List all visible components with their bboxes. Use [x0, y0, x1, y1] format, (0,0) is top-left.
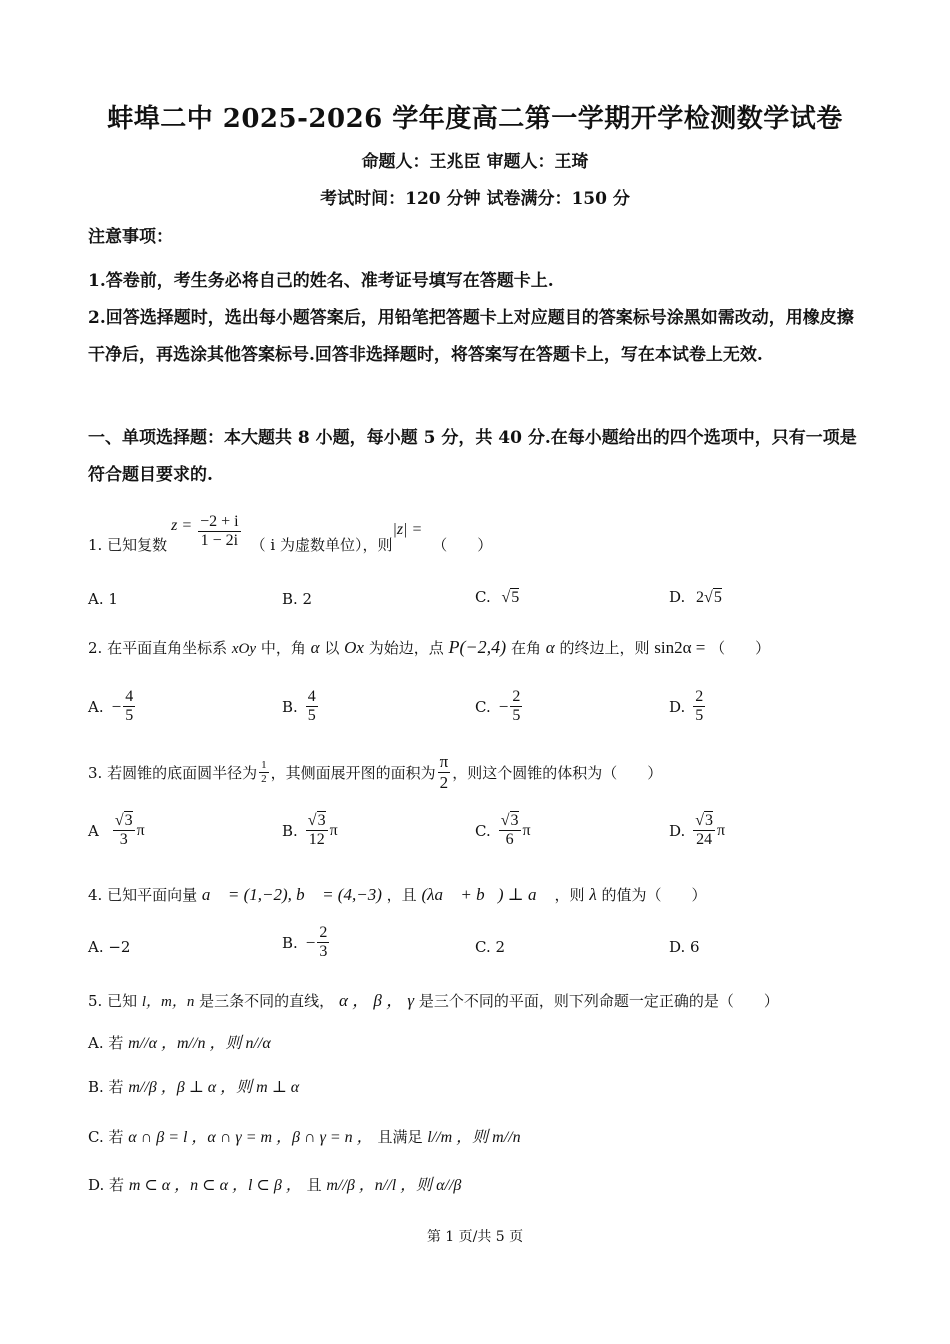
- page-footer: 第 1 页/共 5 页: [426, 1229, 524, 1245]
- q1-option-b: B. 2: [282, 590, 313, 608]
- q2-point: P(−2,4): [448, 637, 507, 657]
- q1-fraction-den: 1 − 2i: [200, 532, 239, 549]
- notes-heading: 注意事项：: [88, 227, 173, 247]
- q4-option-b: [282, 924, 331, 962]
- q2-p5: 在角: [510, 639, 541, 657]
- notes-item-2: 2.回答选择题时，选出每小题答案后，用铅笔把答题卡上对应题目的答案标号涂黑如需改动，用橡皮擦干净后，再选涂其他答案标号.回答非选择题时，将答案写在答题卡上，写在本试卷上无效.: [88, 308, 854, 365]
- q1-option-c-label: C.: [475, 588, 491, 606]
- q5-option-d: [88, 1172, 461, 1195]
- q1-mid: （ i 为虚数单位），则: [250, 536, 393, 554]
- q3-option-c: C. $\frac{√3}{6}$ π: [475, 812, 531, 849]
- q3-option-d-num: 3: [705, 812, 714, 829]
- q3-option-b-label: B.: [282, 821, 298, 840]
- question-1: [88, 510, 492, 555]
- q3-option-c-pi: π: [522, 821, 531, 839]
- q1-option-c: C. √5: [475, 588, 520, 606]
- notes-item-1: 1.答卷前，考生务必将自己的姓名、准考证号填写在答题卡上.: [88, 271, 554, 291]
- q3-p1: 3. 若圆锥的底面圆半径为: [88, 763, 258, 782]
- q5-p3: 是三个不同的平面，则下列命题一定正确的是（ ）: [418, 992, 779, 1010]
- q1-option-a: A. 1: [88, 590, 118, 608]
- q2-option-b: [282, 688, 320, 726]
- q4-option-c: C. 2: [475, 938, 506, 956]
- q3-p2: ，其侧面展开图的面积为: [270, 763, 436, 782]
- q2-option-c-label: C.: [475, 697, 491, 716]
- q2-p3: 以: [324, 639, 340, 657]
- q3-option-a: A $\frac{√3}{3}$ π: [88, 812, 145, 849]
- q2-paren: （ ）: [710, 639, 771, 657]
- q1-abs-z: |z| =: [392, 520, 423, 538]
- q2-option-d-den: 5: [695, 707, 704, 725]
- q3-area-den: 2: [439, 772, 449, 792]
- q1-option-c-val: 5: [511, 589, 520, 606]
- q2-p6: 的终边上，则: [559, 639, 650, 657]
- q5-option-c-label: C. 若: [88, 1128, 124, 1146]
- q5-option-c-body-2: l//m ，则 m//n: [427, 1129, 521, 1146]
- q1-z-eq: z =: [171, 516, 193, 534]
- q1-prefix: 1. 已知复数: [88, 536, 168, 554]
- question-3: [88, 752, 662, 792]
- q2-p1: 2. 在平面直角坐标系: [88, 639, 228, 657]
- q3-option-c-label: C.: [475, 821, 491, 840]
- q2-option-c: [475, 688, 524, 726]
- q5-option-b: [88, 1074, 299, 1097]
- q2-option-d-num: 2: [693, 688, 705, 707]
- q2-option-a-sign: −: [111, 696, 122, 716]
- q3-radius-den: 2: [261, 772, 267, 785]
- q4-condition: (λa⃗ + b⃗) ⊥ a⃗: [421, 885, 550, 904]
- q3-option-d-den: 24: [696, 831, 713, 849]
- q2-option-a: [88, 688, 137, 726]
- q5-option-b-label: B. 若: [88, 1078, 124, 1096]
- q5-option-c-tail: 且满足: [377, 1128, 423, 1146]
- q2-alpha-2: α: [545, 638, 555, 657]
- q2-ox: Ox: [344, 638, 364, 657]
- q3-option-c-num: 3: [510, 812, 519, 829]
- q2-option-b-label: B.: [282, 697, 298, 716]
- q5-option-d-tail: 且: [306, 1176, 322, 1194]
- q5-option-d-body-2: m//β ，n//l ，则 α//β: [326, 1177, 462, 1194]
- q5-option-c: [88, 1124, 521, 1147]
- q2-option-c-sign: −: [498, 696, 509, 716]
- q1-option-d-val: 5: [713, 589, 722, 606]
- q5-option-c-body: α ∩ β = l ，α ∩ γ = m ，β ∩ γ = n ，: [128, 1129, 373, 1146]
- q5-option-d-label: D. 若: [88, 1176, 125, 1194]
- q4-option-b-num: 2: [317, 924, 329, 943]
- q1-option-d-coef: 2: [696, 589, 705, 606]
- q2-option-b-num: 4: [306, 688, 318, 707]
- q3-option-d: D. $\frac{√3}{24}$ π: [669, 812, 726, 849]
- q3-p3: ，则这个圆锥的体积为（ ）: [452, 763, 663, 782]
- q4-p4: 的值为（ ）: [601, 886, 707, 904]
- q3-option-d-pi: π: [717, 821, 726, 839]
- q3-option-b: B. $\frac{√3}{12}$ π: [282, 812, 338, 849]
- q3-radius-num: 1: [261, 758, 267, 771]
- question-5: [88, 986, 779, 1011]
- q1-option-d: D. 2√5: [669, 588, 722, 606]
- q4-option-b-label: B.: [282, 933, 298, 952]
- q3-option-b-num: 3: [317, 812, 326, 829]
- q2-option-a-label: A.: [88, 697, 104, 716]
- q4-vectors: a⃗ = (1,−2), b⃗ = (4,−3): [201, 885, 382, 904]
- section1-heading: 一、单项选择题：本大题共 8 小题，每小题 5 分，共 40 分.在每小题给出的四个选项中，只有一项是符合题目要求的.: [88, 428, 857, 485]
- q3-area-num: π: [439, 752, 449, 771]
- q1-paren: （ ）: [432, 536, 493, 554]
- q3-option-a-pi: π: [136, 821, 145, 839]
- q5-option-a: [88, 1030, 271, 1053]
- q5-lines: l，m，n: [141, 994, 195, 1010]
- q5-option-d-body: m ⊂ α ，n ⊂ α ，l ⊂ β ，: [128, 1177, 302, 1194]
- exam-title: 蚌埠二中 2025-2026 学年度高二第一学期开学检测数学试卷: [107, 104, 843, 134]
- q5-p1: 5. 已知: [88, 992, 138, 1010]
- question-2: [88, 637, 770, 658]
- q5-option-a-label: A. 若: [88, 1034, 124, 1052]
- q4-p1: 4. 已知平面向量: [88, 886, 198, 904]
- q2-option-d-label: D.: [669, 697, 686, 716]
- q1-fraction: [198, 513, 241, 551]
- q4-p2: ，且: [386, 886, 417, 904]
- q4-p3: ，则: [554, 886, 585, 904]
- q3-option-c-den: 6: [505, 831, 514, 849]
- q2-option-a-den: 5: [125, 707, 134, 725]
- q2-option-b-den: 5: [307, 707, 316, 725]
- q4-option-a: A. −2: [88, 938, 131, 956]
- exam-authors: 命题人：王兆臣 审题人：王琦: [361, 152, 589, 172]
- q1-fraction-num: −2 + i: [198, 513, 241, 532]
- q4-lambda: λ: [589, 885, 597, 904]
- q3-option-d-label: D.: [669, 821, 686, 840]
- q2-p4: 为始边，点: [368, 639, 444, 657]
- q5-option-a-body: m//α ，m//n ，则 n//α: [128, 1035, 271, 1052]
- q2-option-c-den: 5: [512, 707, 521, 725]
- q5-option-b-body: m//β ，β ⊥ α ，则 m ⊥ α: [128, 1079, 300, 1096]
- q3-option-a-den: 3: [119, 831, 128, 849]
- q4-option-b-sign: −: [305, 932, 316, 952]
- q2-p2: 中，角: [260, 639, 306, 657]
- exam-info: 考试时间：120 分钟 试卷满分：150 分: [320, 189, 630, 209]
- q1-option-d-label: D.: [669, 588, 686, 606]
- q3-option-b-den: 12: [308, 831, 325, 849]
- q3-option-b-pi: π: [329, 821, 338, 839]
- q2-option-c-num: 2: [510, 688, 522, 707]
- q4-option-d: D. 6: [669, 938, 700, 956]
- q2-option-d: [669, 688, 707, 726]
- question-4: [88, 884, 707, 905]
- q2-alpha: α: [310, 638, 320, 657]
- q2-expr: sin2α =: [654, 638, 706, 657]
- q3-option-a-num: 3: [124, 812, 133, 829]
- q3-option-a-label: A: [88, 821, 99, 840]
- q2-option-a-num: 4: [123, 688, 135, 707]
- q4-option-b-den: 3: [319, 943, 328, 961]
- q2-xoy: xOy: [231, 641, 257, 657]
- q5-planes: α ， β ， γ: [338, 991, 415, 1010]
- q5-p2: 是三条不同的直线，: [199, 992, 335, 1010]
